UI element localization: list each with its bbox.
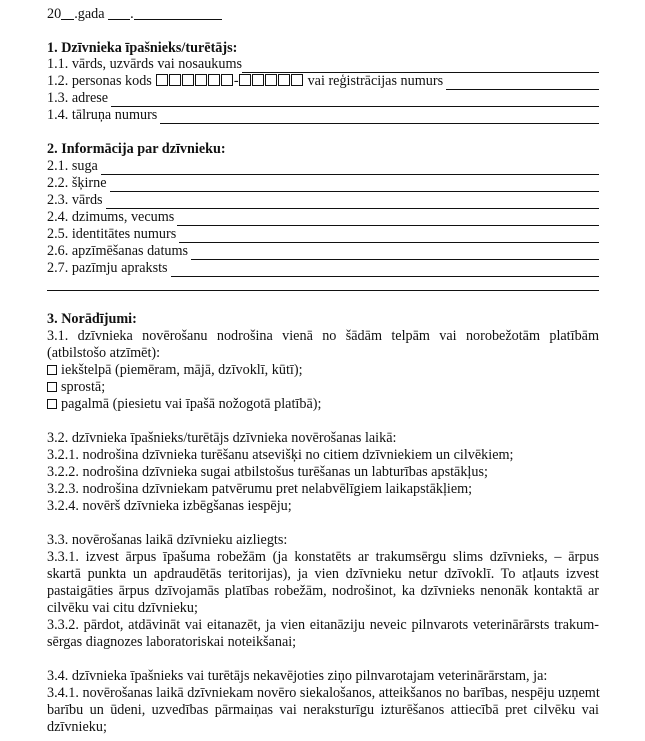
animal-name-input[interactable]	[106, 195, 599, 209]
field-phone	[47, 107, 599, 124]
features-input[interactable]	[171, 263, 599, 277]
option-indoor[interactable]	[47, 362, 599, 379]
p332-line2: sērgas diagnozes laboratoriskai noteikšanai;	[47, 634, 297, 650]
breed-input[interactable]	[110, 178, 599, 192]
marking-date-input[interactable]	[191, 246, 599, 260]
section2-title: 2. Informācija par dzīvnieku:	[47, 141, 226, 157]
breed-label: 2.2. šķirne	[47, 175, 107, 191]
year-prefix: 20	[47, 6, 62, 22]
p341-line1: 3.4.1. novērošanas laikā dzīvniekam novēro siekalošanos, atteikšanos no barības, nespēju uzņemt	[47, 685, 600, 701]
field-name-input[interactable]	[242, 59, 599, 73]
field-name	[47, 56, 599, 73]
field-name-label: 1.1. vārds, uzvārds vai nosaukums	[47, 56, 243, 72]
section3-title: 3. Norādījumi:	[47, 311, 137, 327]
option-yard-label: pagalmā (piesietu vai īpašā nožogotā platībā);	[61, 396, 322, 412]
field-identity-number	[47, 226, 599, 243]
registration-number-label: vai reģistrācijas numurs	[307, 73, 444, 89]
p331-line4: cilvēku vai citu dzīvnieku;	[47, 600, 198, 616]
field-animal-name	[47, 192, 599, 209]
phone-label: 1.4. tālruņa numurs	[47, 107, 158, 123]
address-label: 1.3. adrese	[47, 90, 109, 106]
p341-line2: barību un ūdeni, uzvedības pārmaiņas vai neraksturīgu izturēšanos attiecībā pret cilvēku vai	[47, 702, 599, 718]
personal-code-label: 1.2. personas kods	[47, 73, 152, 89]
species-input[interactable]	[101, 161, 599, 175]
animal-name-label: 2.3. vārds	[47, 192, 103, 208]
p31-line2: (atbilstošo atzīmēt):	[47, 345, 161, 361]
option-yard[interactable]	[47, 396, 599, 413]
p324: 3.2.4. novērš dzīvnieka izbēgšanas iespēju;	[47, 498, 292, 514]
checkbox-indoor[interactable]	[47, 365, 57, 375]
field-species	[47, 158, 599, 175]
p341-line3: dzīvnieku;	[47, 719, 107, 735]
p31-line1: 3.1. dzīvnieka novērošanu nodrošina vienā no šādām telpām vai norobežotām platībām	[47, 328, 599, 344]
section1-title: 1. Dzīvnieka īpašnieks/turētājs:	[47, 40, 238, 56]
field-address	[47, 90, 599, 107]
option-cage[interactable]	[47, 379, 599, 396]
marking-date-label: 2.6. apzīmēšanas datums	[47, 243, 189, 259]
p33: 3.3. novērošanas laikā dzīvnieku aizliegts:	[47, 532, 288, 548]
field-personal-code	[47, 73, 599, 90]
p332-line1: 3.3.2. pārdot, atdāvināt vai eitanazēt, ja vien eitanāziju neveic pilnvarots veterinārārsts trakum-	[47, 617, 599, 633]
field-sex-age	[47, 209, 599, 226]
p321: 3.2.1. nodrošina dzīvnieka turēšanu atsevišķi no citiem dzīvniekiem un cilvēkiem;	[47, 447, 514, 463]
field-marking-date	[47, 243, 599, 260]
p331-line1: 3.3.1. izvest ārpus īpašuma robežām (ja konstatēts ar trakumsērgu slims dzīvnieks, – ārpus	[47, 549, 599, 565]
field-features	[47, 260, 599, 277]
option-indoor-label: iekštelpā (piemēram, mājā, dzīvoklī, kūtī);	[61, 362, 303, 378]
day-blank[interactable]	[108, 7, 130, 20]
features-label: 2.7. pazīmju apraksts	[47, 260, 168, 276]
sex-age-label: 2.4. dzimums, vecums	[47, 209, 175, 225]
p34: 3.4. dzīvnieka īpašnieks vai turētājs nekavējoties ziņo pilnvarotajam veterinārārstam, ja:	[47, 668, 548, 684]
checkbox-yard[interactable]	[47, 399, 57, 409]
gada-label: .gada	[74, 6, 105, 22]
p331-line3: pastaigāties ārpus dzīvojamās platības robežām, nodrošinot, ka dzīvnieks nenonāk kontaktā ar	[47, 583, 599, 599]
date-dot: .	[130, 6, 134, 22]
features-extra-line[interactable]	[47, 290, 599, 291]
phone-input[interactable]	[160, 110, 599, 124]
field-breed	[47, 175, 599, 192]
p323: 3.2.3. nodrošina dzīvniekam patvērumu pret nelabvēlīgiem laikapstākļiem;	[47, 481, 473, 497]
p331-line2: skartā punkta un apdraudētās teritorijas), ja vien dzīvnieku netur dzīvoklī. To atļauts izvest	[47, 566, 599, 582]
sex-age-input[interactable]	[177, 212, 599, 226]
registration-number-input[interactable]	[446, 76, 599, 90]
personal-code-boxes[interactable]: -	[156, 73, 304, 90]
p322: 3.2.2. nodrošina dzīvnieka sugai atbilstošus turēšanas un labturības apstākļus;	[47, 464, 488, 480]
month-blank[interactable]	[134, 7, 222, 20]
identity-number-label: 2.5. identitātes numurs	[47, 226, 177, 242]
address-input[interactable]	[111, 93, 599, 107]
species-label: 2.1. suga	[47, 158, 98, 174]
checkbox-cage[interactable]	[47, 382, 57, 392]
year-blank[interactable]	[61, 7, 74, 20]
identity-number-input[interactable]	[179, 229, 599, 243]
date-line	[47, 6, 599, 23]
p32: 3.2. dzīvnieka īpašnieks/turētājs dzīvnieka novērošanas laikā:	[47, 430, 397, 446]
option-cage-label: sprostā;	[61, 379, 106, 395]
